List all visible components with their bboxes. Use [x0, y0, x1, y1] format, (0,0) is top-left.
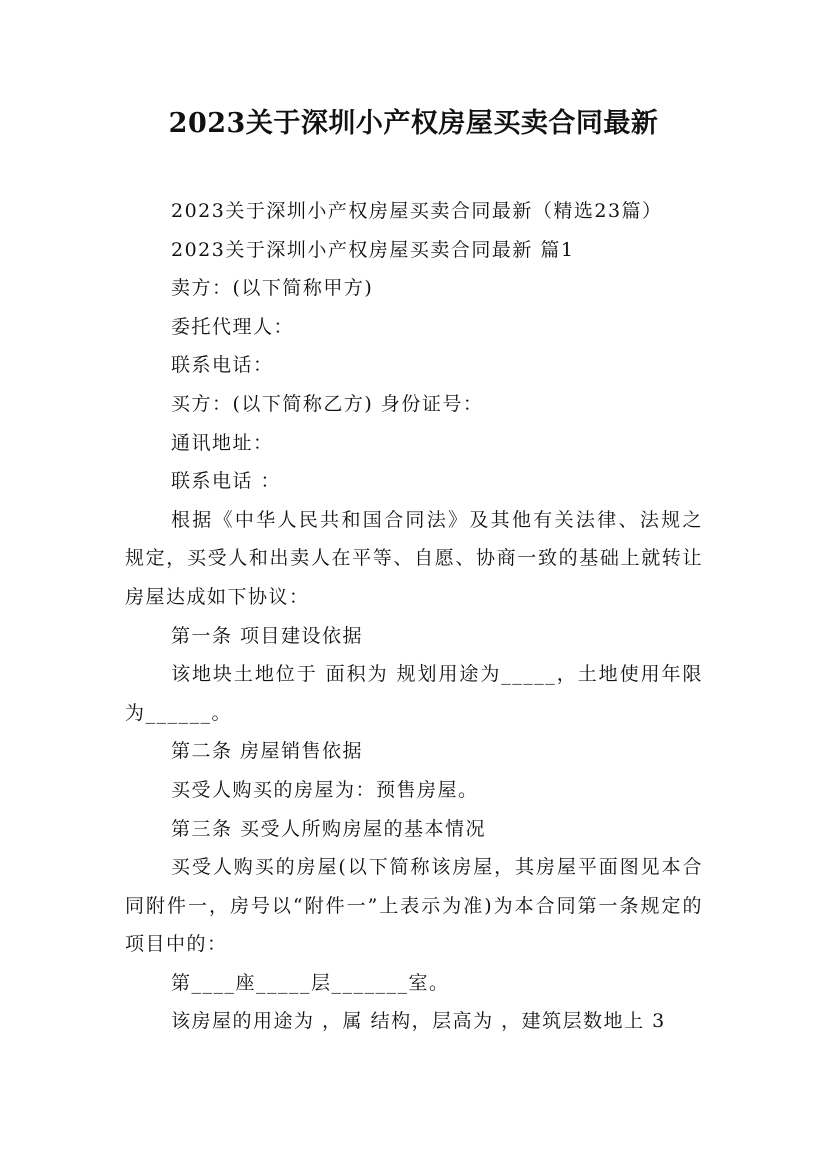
document-body: [125, 192, 703, 1041]
clause-3-heading: 第三条 买受人所购房屋的基本情况: [171, 817, 487, 840]
document-title: 2023关于深圳小产权房屋买卖合同最新: [168, 108, 659, 139]
paragraph-article-heading: 2023关于深圳小产权房屋买卖合同最新 篇1: [171, 238, 575, 261]
clause-2-heading: 第二条 房屋销售依据: [171, 740, 364, 763]
clause-1-heading: 第一条 项目建设依据: [171, 624, 364, 647]
clause-3-usage: 该房屋的用途为 ，属 结构，层高为 ，建筑层数地上 3: [171, 1010, 666, 1033]
clause-1-text: 该地块土地位于 面积为 规划用途为_____，土地使用年限为______。: [125, 663, 703, 724]
paragraph-seller: 卖方：(以下简称甲方): [171, 277, 374, 300]
paragraph-buyer-phone: 联系电话 ：: [171, 470, 282, 493]
paragraph-address: 通讯地址：: [171, 431, 274, 454]
paragraph-preamble: 根据《中华人民共和国合同法》及其他有关法律、法规之规定，买受人和出卖人在平等、自愿、协商一致的基础上就转让房屋达成如下协议：: [125, 508, 703, 608]
paragraph-seller-phone: 联系电话：: [171, 354, 274, 377]
clause-3-unit: 第____座_____层_______室。: [171, 971, 450, 994]
paragraph-agent: 委托代理人：: [171, 315, 295, 338]
clause-3-text: 买受人购买的房屋(以下简称该房屋，其房屋平面图见本合同附件一，房号以“附件一”上表示为准)为本合同第一条规定的项目中的：: [125, 856, 703, 956]
paragraph-buyer: 买方：(以下简称乙方) 身份证号：: [171, 392, 484, 415]
clause-2-text: 买受人购买的房屋为：预售房屋。: [171, 778, 479, 801]
paragraph-subtitle: 2023关于深圳小产权房屋买卖合同最新（精选23篇）: [171, 200, 663, 222]
